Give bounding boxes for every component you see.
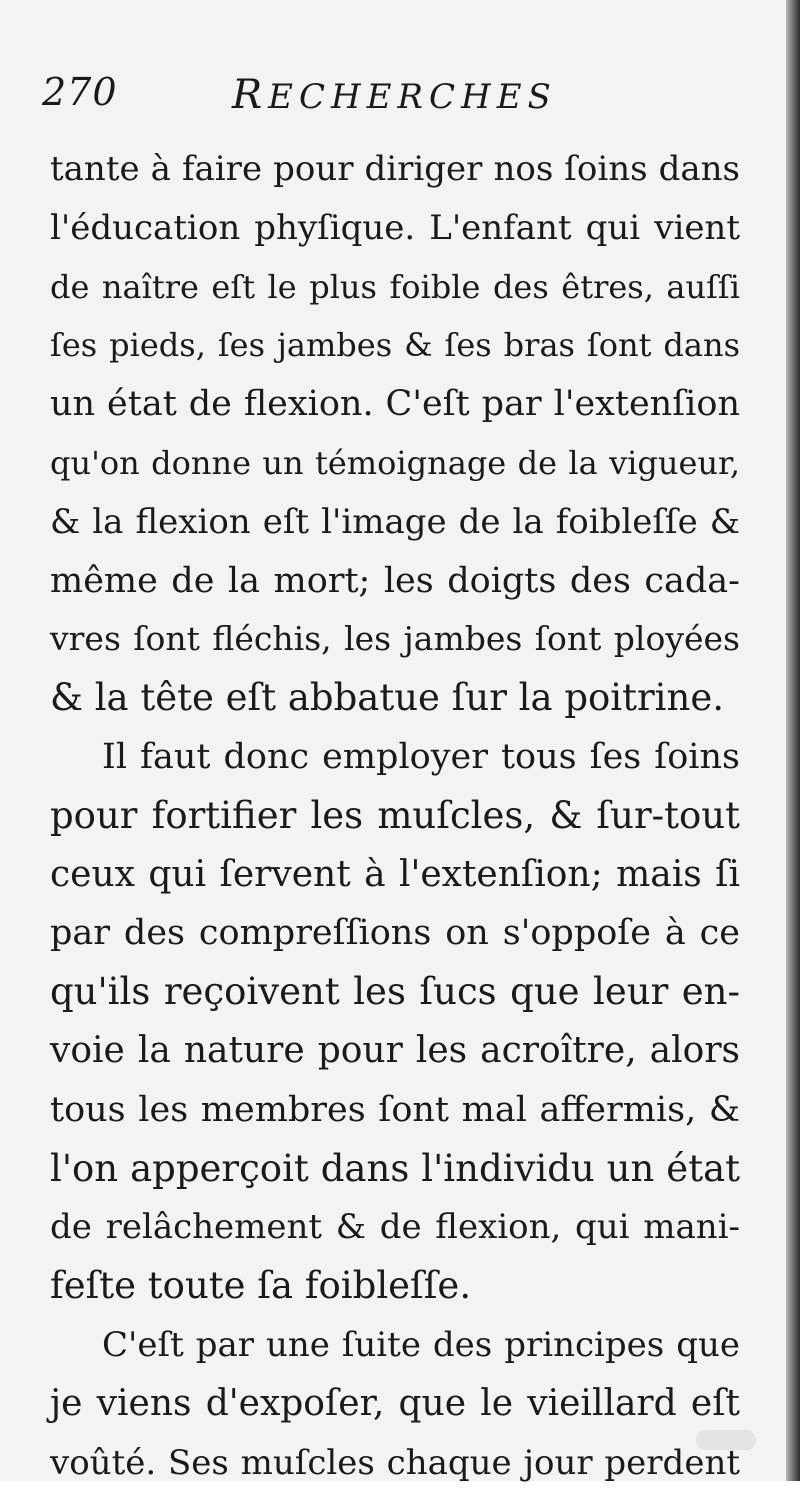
text-line: de naître eſt le plus foible des êtres, auſſi: [50, 267, 740, 306]
running-head: [232, 72, 557, 118]
text-line: ſes pieds, ſes jambes & ſes bras ſont dans: [50, 326, 740, 365]
text-line: de relâchement & de flexion, qui mani-: [50, 1207, 740, 1248]
text-line: & la tête eſt abbatue ſur la poitrine.: [50, 676, 725, 720]
text-line: un état de flexion. C'eſt par l'extenſion: [50, 384, 740, 425]
running-head-initial: R: [232, 72, 269, 118]
text-line: par des compreſſions on s'oppoſe à ce: [50, 913, 740, 954]
text-line: Il faut donc employer tous ſes ſoins: [102, 736, 740, 777]
text-line: l'on apperçoit dans l'individu un état: [50, 1146, 740, 1190]
page-header: [42, 70, 742, 120]
text-line: C'eſt par une ſuite des principes que: [102, 1324, 740, 1365]
page-edge-shadow: [786, 0, 800, 1481]
text-line: vres ſont fléchis, les jambes ſont ployées: [50, 619, 740, 659]
text-line: voûté. Ses muſcles chaque jour perdent: [50, 1442, 740, 1483]
text-line: l'éducation phyſique. L'enfant qui vient: [50, 207, 740, 248]
body-text: [50, 140, 740, 1492]
page-smudge: [696, 1430, 756, 1450]
text-line: feſte toute ſa foibleſſe.: [50, 1264, 472, 1308]
text-line: je viens d'expoſer, que le vieillard eſt: [50, 1382, 740, 1424]
text-line: ceux qui ſervent à l'extenſion; mais ſi: [50, 853, 740, 895]
page-number: 270: [42, 70, 118, 114]
text-line: même de la mort; les doigts des cada-: [50, 560, 740, 601]
text-line: pour fortifier les muſcles, & ſur-tout: [50, 793, 740, 837]
text-line: voie la nature pour les acroître, alors: [50, 1029, 740, 1071]
running-head-rest: ECHERCHES: [268, 77, 557, 117]
text-line: qu'on donne un témoignage de la vigueur,: [50, 443, 740, 482]
text-line: tous les membres ſont mal affermis, &: [50, 1089, 740, 1130]
text-line: qu'ils reçoivent les ſucs que leur en-: [50, 970, 740, 1014]
text-line: & la flexion eſt l'image de la foibleſſe &: [50, 501, 740, 542]
text-line: tante à faire pour diriger nos ſoins dans: [50, 149, 740, 189]
